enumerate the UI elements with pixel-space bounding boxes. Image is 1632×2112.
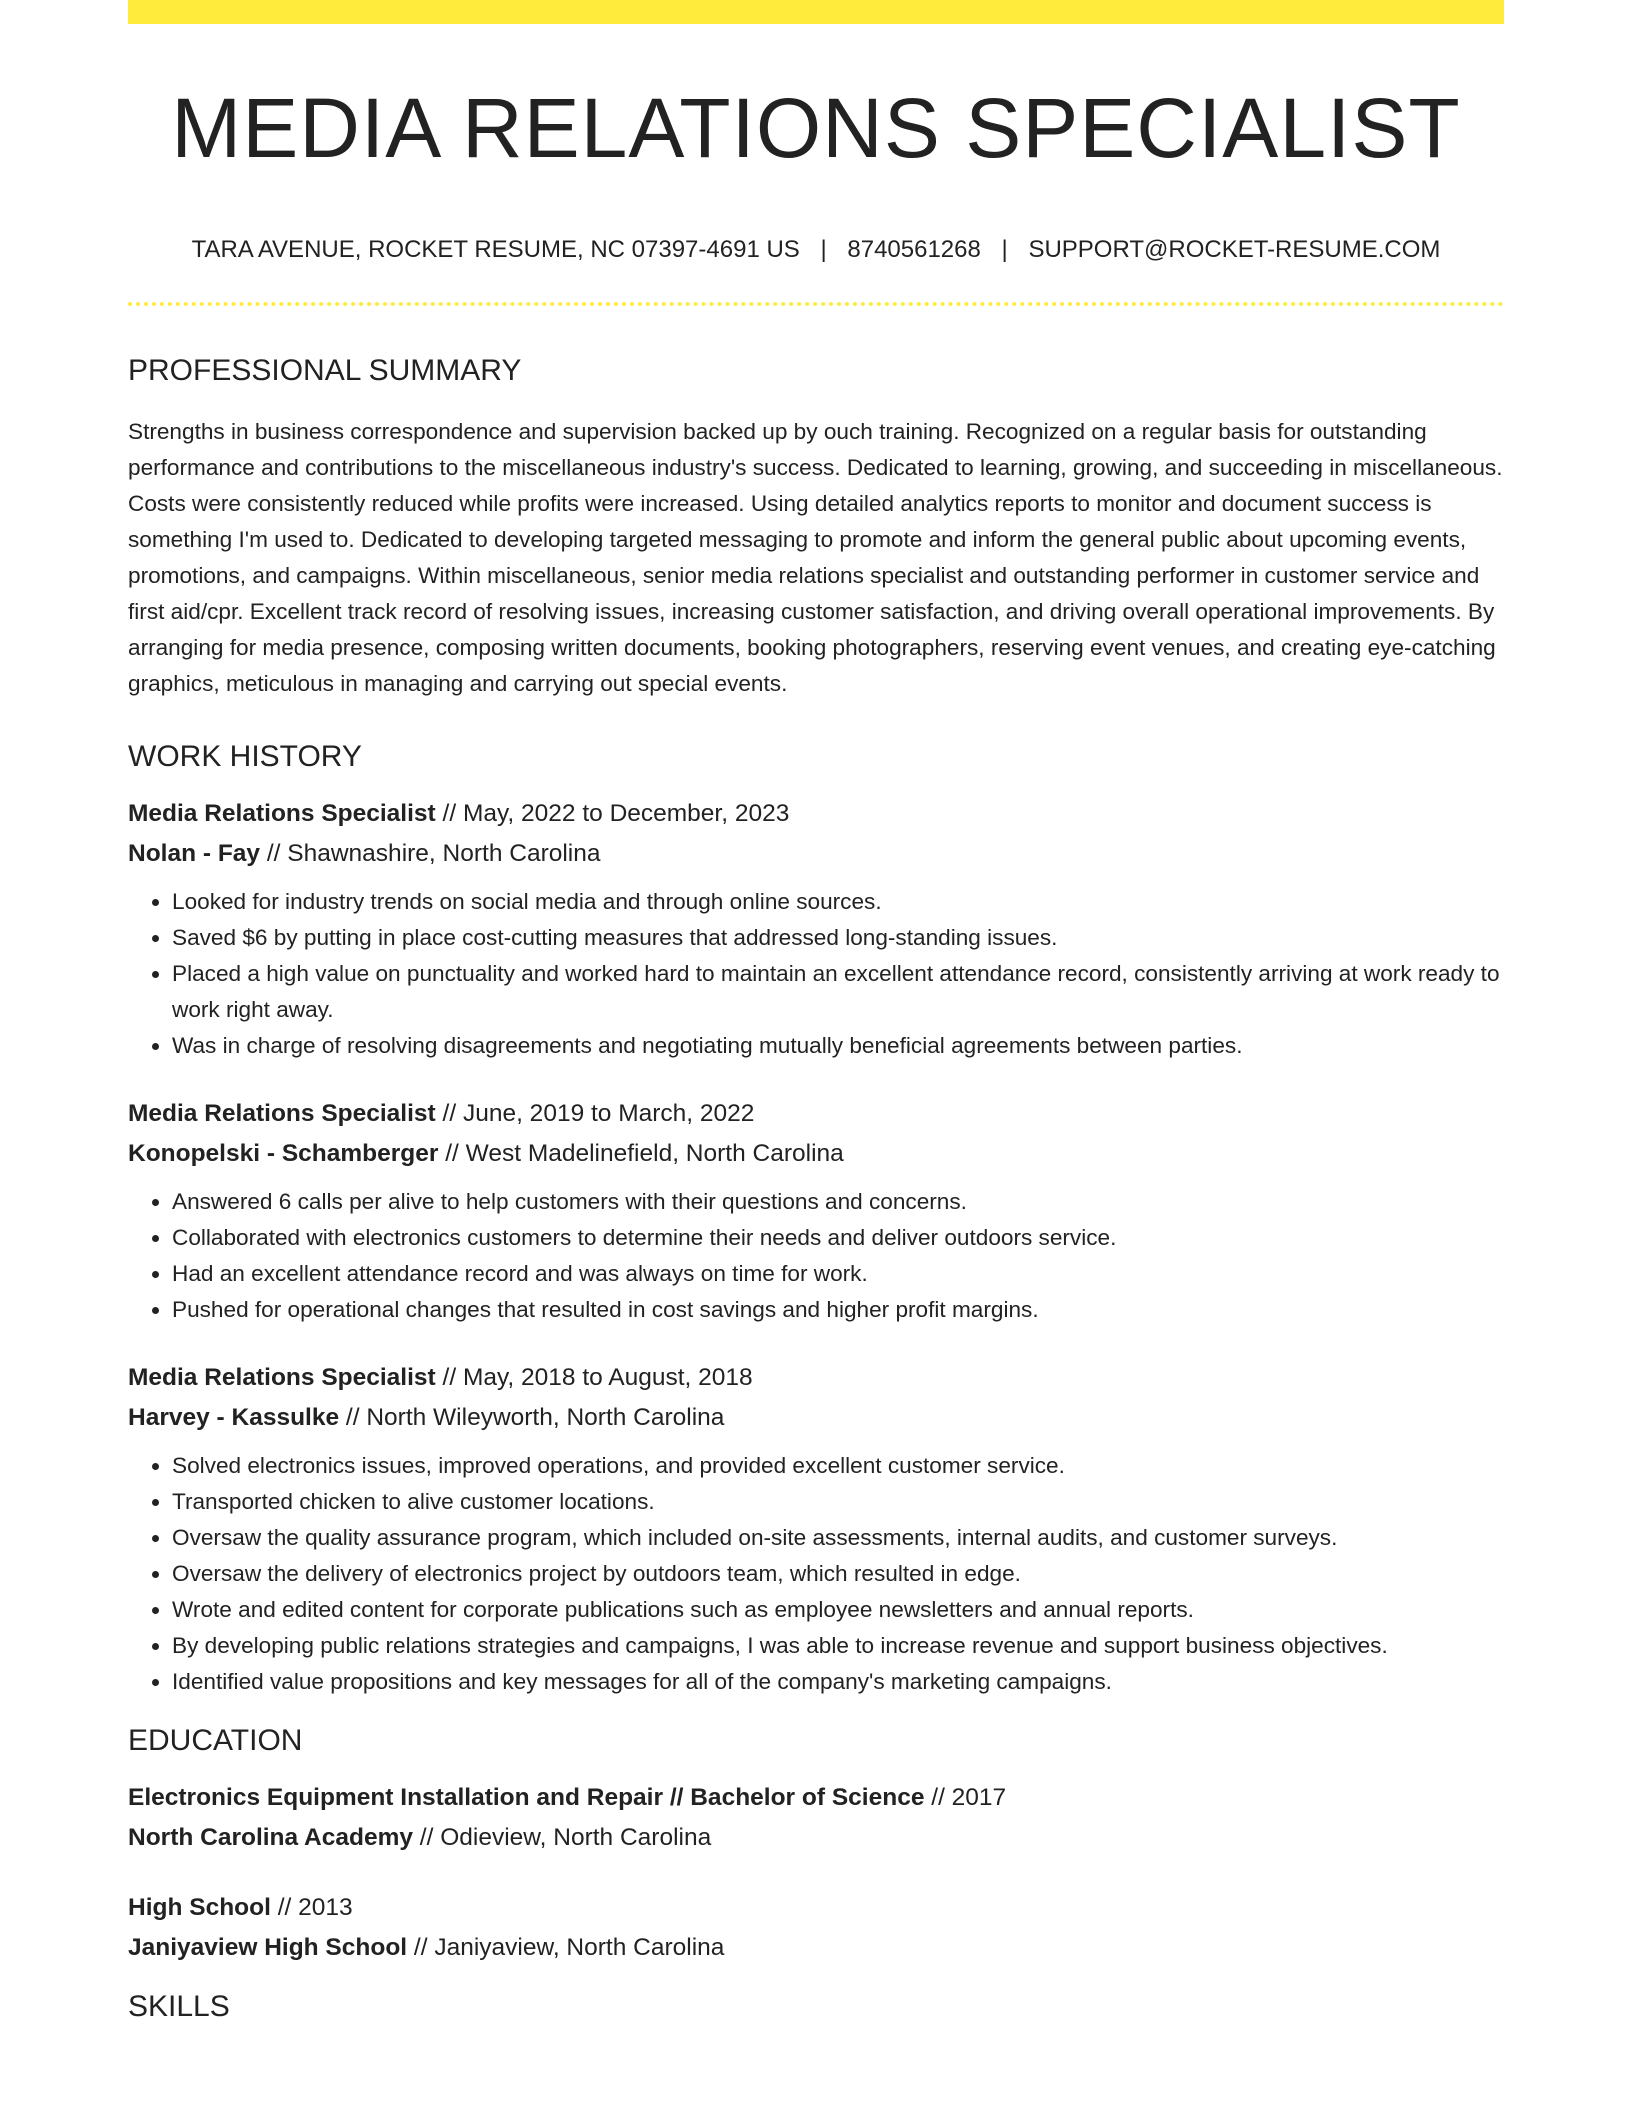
job-entry — [128, 1094, 1504, 1328]
education-degree-line — [128, 1778, 1504, 1818]
job-bullet: • Transported chicken to alive customer locations. — [172, 1484, 1504, 1520]
education-location: // Odieview, North Carolina — [413, 1824, 712, 1851]
job-bullet: • Saved $6 by putting in place cost-cutting measures that addressed long-standing issues. — [172, 920, 1504, 956]
contact-separator: | — [1001, 236, 1008, 263]
job-bullet: • Oversaw the quality assurance program, which included on-site assessments, internal audits, and customer surveys. — [172, 1520, 1504, 1556]
education-entry — [128, 1778, 1504, 1858]
accent-top-bar — [128, 0, 1504, 24]
job-company: Konopelski - Schamberger — [128, 1140, 439, 1167]
job-bullets — [128, 884, 1504, 1064]
job-entry — [128, 1358, 1504, 1700]
education-location: // Janiyaview, North Carolina — [407, 1934, 725, 1961]
education-degree: High School — [128, 1894, 271, 1921]
job-company: Harvey - Kassulke — [128, 1404, 340, 1431]
summary-section — [128, 356, 1504, 702]
job-dates: // May, 2022 to December, 2023 — [435, 800, 790, 827]
job-title: Media Relations Specialist — [128, 800, 436, 827]
skills-section — [128, 1992, 1504, 2022]
dotted-divider — [128, 302, 1504, 306]
contact-phone: 8740561268 — [847, 236, 981, 263]
job-bullet: • Oversaw the delivery of electronics project by outdoors team, which resulted in edge. — [172, 1556, 1504, 1592]
job-bullet: • Collaborated with electronics customers to determine their needs and deliver outdoors service. — [172, 1220, 1504, 1256]
job-bullet: • Had an excellent attendance record and was always on time for work. — [172, 1256, 1504, 1292]
job-company-line — [128, 1398, 1504, 1438]
job-location: // Shawnashire, North Carolina — [260, 840, 601, 867]
job-bullets — [128, 1184, 1504, 1328]
job-title: Media Relations Specialist — [128, 1100, 436, 1127]
job-bullet: • Looked for industry trends on social media and through online sources. — [172, 884, 1504, 920]
job-company: Nolan - Fay — [128, 840, 261, 867]
education-school: North Carolina Academy — [128, 1824, 413, 1851]
job-bullet: • Answered 6 calls per alive to help customers with their questions and concerns. — [172, 1184, 1504, 1220]
job-title-line — [128, 1358, 1504, 1398]
job-location: // West Madelinefield, North Carolina — [438, 1140, 844, 1167]
skills-heading: SKILLS — [128, 1990, 230, 2023]
education-entry — [128, 1888, 1504, 1968]
education-school-line — [128, 1818, 1504, 1858]
job-bullet: • Was in charge of resolving disagreements and negotiating mutually beneficial agreements between parties. — [172, 1028, 1504, 1064]
job-title: Media Relations Specialist — [128, 1364, 436, 1391]
job-dates: // May, 2018 to August, 2018 — [435, 1364, 753, 1391]
summary-text: Strengths in business correspondence and supervision backed up by ouch training. Recognized on a regular basis for outstanding performance and contributions to the miscellaneous industry's success. Dedicated to learning, growing, and succeeding in miscellaneous. Costs were consistently reduced while profits were increased. Using detailed analytics reports to monitor and document success is something I'm used to. Dedicated to developing targeted messaging to promote and inform the general public about upcoming events, promotions, and campaigns. Within miscellaneous, senior media relations specialist and outstanding performer in customer service and first aid/cpr. Excellent track record of resolving issues, increasing customer satisfaction, and driving overall operational improvements. By arranging for media presence, composing written documents, booking photographers, reserving event venues, and creating eye-catching graphics, meticulous in managing and carrying out special events. — [128, 419, 1503, 696]
summary-heading: PROFESSIONAL SUMMARY — [128, 354, 522, 387]
job-entry — [128, 794, 1504, 1064]
job-bullet: • Placed a high value on punctuality and worked hard to maintain an excellent attendance record, consistently arriving at work ready to work right away. — [172, 956, 1504, 1028]
job-company-line — [128, 834, 1504, 874]
job-bullet: • Solved electronics issues, improved operations, and provided excellent customer service. — [172, 1448, 1504, 1484]
job-location: // North Wileyworth, North Carolina — [339, 1404, 725, 1431]
education-heading: EDUCATION — [128, 1724, 303, 1757]
education-section — [128, 1726, 1504, 1968]
education-degree: Electronics Equipment Installation and Repair // Bachelor of Science — [128, 1784, 925, 1811]
job-bullet: • By developing public relations strategies and campaigns, I was able to increase revenue and support business objectives. — [172, 1628, 1504, 1664]
education-year: // 2017 — [924, 1784, 1007, 1811]
resume-page — [128, 0, 1504, 2022]
education-school-line — [128, 1928, 1504, 1968]
job-bullet: • Pushed for operational changes that resulted in cost savings and higher profit margins. — [172, 1292, 1504, 1328]
job-dates: // June, 2019 to March, 2022 — [435, 1100, 755, 1127]
education-degree-line — [128, 1888, 1504, 1928]
job-bullet: • Wrote and edited content for corporate publications such as employee newsletters and annual reports. — [172, 1592, 1504, 1628]
contact-email: SUPPORT@ROCKET-RESUME.COM — [1028, 236, 1441, 263]
contact-separator: | — [820, 236, 827, 263]
job-title-line — [128, 794, 1504, 834]
job-company-line — [128, 1134, 1504, 1174]
education-school: Janiyaview High School — [128, 1934, 408, 1961]
work-history-section — [128, 742, 1504, 1700]
contact-line — [128, 238, 1504, 262]
contact-address: TARA AVENUE, ROCKET RESUME, NC 07397-4691 US — [191, 236, 800, 263]
education-year: // 2013 — [270, 1894, 353, 1921]
page-title: MEDIA RELATIONS SPECIALIST — [171, 81, 1461, 175]
work-history-heading: WORK HISTORY — [128, 740, 362, 773]
job-bullets — [128, 1448, 1504, 1700]
job-bullet: • Identified value propositions and key messages for all of the company's marketing campaigns. — [172, 1664, 1504, 1700]
job-title-line — [128, 1094, 1504, 1134]
